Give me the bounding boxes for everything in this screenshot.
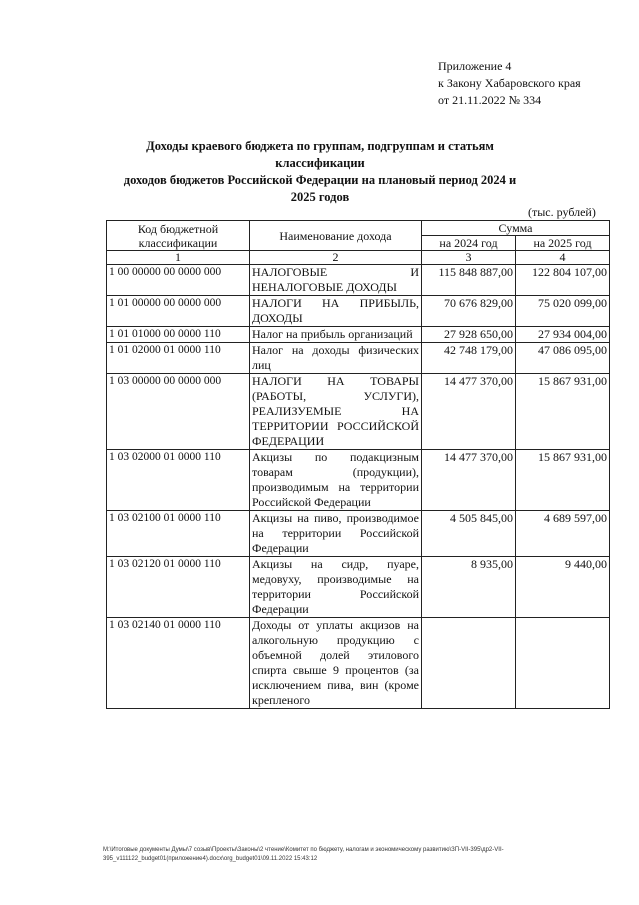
amount-2025-cell bbox=[516, 618, 610, 709]
header-sum: Сумма bbox=[422, 221, 610, 236]
table-row bbox=[107, 511, 610, 557]
amount-2025-cell: 122 804 107,00 bbox=[516, 265, 610, 296]
code-cell: 1 01 00000 00 0000 000 bbox=[107, 296, 250, 327]
title-line-3: 2025 годов bbox=[290, 190, 350, 204]
amount-2024-cell: 14 477 370,00 bbox=[422, 374, 516, 450]
amount-2025-cell: 15 867 931,00 bbox=[516, 450, 610, 511]
code-cell: 1 03 02100 01 0000 110 bbox=[107, 511, 250, 557]
amount-2024-cell bbox=[422, 618, 516, 709]
amount-2025-cell: 9 440,00 bbox=[516, 557, 610, 618]
table-row bbox=[107, 296, 610, 327]
column-number: 1 bbox=[107, 251, 250, 265]
name-cell: Налог на доходы физических лиц bbox=[250, 343, 422, 374]
document-title bbox=[100, 138, 540, 206]
name-cell: НАЛОГОВЫЕ И НЕНАЛОГОВЫЕ ДОХОДЫ bbox=[250, 265, 422, 296]
code-cell: 1 03 02120 01 0000 110 bbox=[107, 557, 250, 618]
header-code: Код бюджетной классификации bbox=[107, 221, 250, 251]
header-2024: на 2024 год bbox=[422, 236, 516, 251]
amount-2025-cell: 27 934 004,00 bbox=[516, 327, 610, 343]
table-row bbox=[107, 557, 610, 618]
code-cell: 1 03 02140 01 0000 110 bbox=[107, 618, 250, 709]
file-path-footer: M:\Итоговые документы Думы\7 созыв\Проекты\Законы\2 чтение\Комитет по бюджету, налогам и экономическому развитию\ЗП-VII-395\др2-VII-395_v111122_budget01(приложение4).docx\org_budget01\09.11.2022 15:43:12 bbox=[103, 847, 504, 862]
header-name: Наименование дохода bbox=[250, 221, 422, 251]
table-row bbox=[107, 265, 610, 296]
amount-2024-cell: 42 748 179,00 bbox=[422, 343, 516, 374]
code-cell: 1 01 02000 01 0000 110 bbox=[107, 343, 250, 374]
amount-2024-cell: 4 505 845,00 bbox=[422, 511, 516, 557]
amount-2024-cell: 115 848 887,00 bbox=[422, 265, 516, 296]
name-cell: Доходы от уплаты акцизов на алкогольную продукцию с объемной долей этилового спирта свыше 9 процентов (за исключением пива, вин (кроме крепленого bbox=[250, 618, 422, 709]
amount-2025-cell: 4 689 597,00 bbox=[516, 511, 610, 557]
title-line-1: Доходы краевого бюджета по группам, подгруппам и статьям классификации bbox=[146, 139, 494, 170]
amount-2024-cell: 70 676 829,00 bbox=[422, 296, 516, 327]
appendix-date: от 21.11.2022 № 334 bbox=[438, 93, 542, 107]
column-number: 4 bbox=[516, 251, 610, 265]
code-cell: 1 03 00000 00 0000 000 bbox=[107, 374, 250, 450]
name-cell: НАЛОГИ НА ТОВАРЫ (РАБОТЫ, УСЛУГИ), РЕАЛИЗУЕМЫЕ НА ТЕРРИТОРИИ РОССИЙСКОЙ ФЕДЕРАЦИИ bbox=[250, 374, 422, 450]
amount-2024-cell: 14 477 370,00 bbox=[422, 450, 516, 511]
column-number: 2 bbox=[250, 251, 422, 265]
code-cell: 1 03 02000 01 0000 110 bbox=[107, 450, 250, 511]
table-row bbox=[107, 450, 610, 511]
column-number: 3 bbox=[422, 251, 516, 265]
table-row bbox=[107, 327, 610, 343]
table-row bbox=[107, 374, 610, 450]
amount-2025-cell: 47 086 095,00 bbox=[516, 343, 610, 374]
header-row-1 bbox=[107, 221, 610, 236]
amount-2024-cell: 27 928 650,00 bbox=[422, 327, 516, 343]
name-cell: Акцизы на пиво, производимое на территории Российской Федерации bbox=[250, 511, 422, 557]
code-cell: 1 01 01000 00 0000 110 bbox=[107, 327, 250, 343]
table-row bbox=[107, 618, 610, 709]
amount-2025-cell: 75 020 099,00 bbox=[516, 296, 610, 327]
name-cell: Налог на прибыль организаций bbox=[250, 327, 422, 343]
name-cell: НАЛОГИ НА ПРИБЫЛЬ, ДОХОДЫ bbox=[250, 296, 422, 327]
amount-2025-cell: 15 867 931,00 bbox=[516, 374, 610, 450]
appendix-law: к Закону Хабаровского края bbox=[438, 76, 581, 90]
revenue-table bbox=[106, 220, 610, 709]
name-cell: Акцизы по подакцизным товарам (продукции), производимым на территории Российской Федерации bbox=[250, 450, 422, 511]
title-line-2: доходов бюджетов Российской Федерации на плановый период 2024 и bbox=[123, 173, 517, 187]
column-numbers-row bbox=[107, 251, 610, 265]
amount-2024-cell: 8 935,00 bbox=[422, 557, 516, 618]
units-label: (тыс. рублей) bbox=[528, 205, 596, 219]
appendix-number: Приложение 4 bbox=[438, 59, 512, 73]
name-cell: Акцизы на сидр, пуаре, медовуху, производимые на территории Российской Федерации bbox=[250, 557, 422, 618]
code-cell: 1 00 00000 00 0000 000 bbox=[107, 265, 250, 296]
appendix-block bbox=[438, 58, 581, 109]
table-row bbox=[107, 343, 610, 374]
header-2025: на 2025 год bbox=[516, 236, 610, 251]
